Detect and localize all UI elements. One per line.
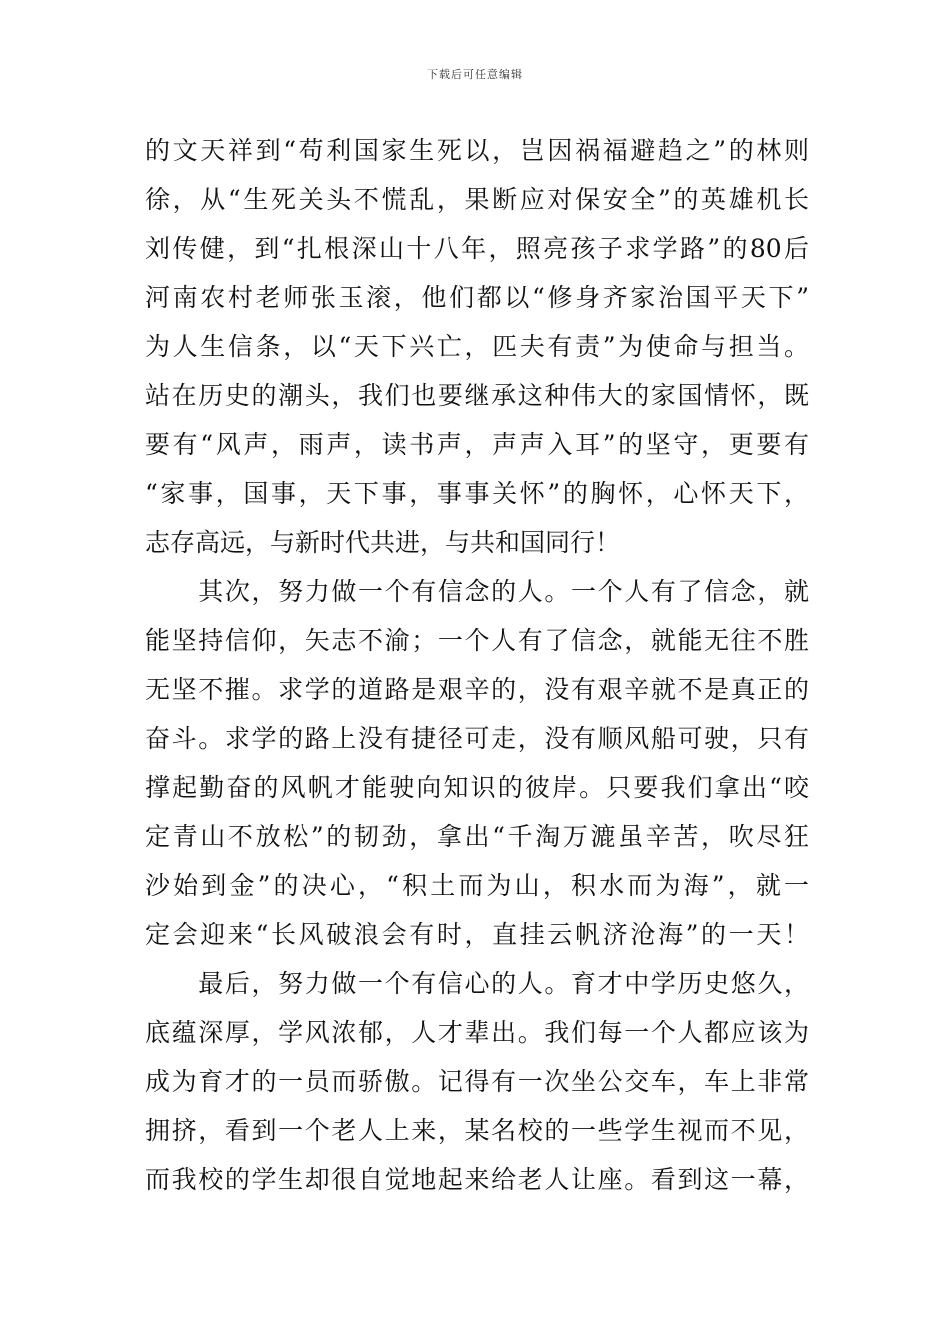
text-line: 沙始到金”的决心，“积土而为山，积水而为海”，就一 [145, 871, 809, 900]
text-line: 拥挤，看到一个老人上来，某名校的一些学生视而不见， [145, 1116, 809, 1145]
text-line: 定青山不放松”的韧劲，拿出“千淘万漉虽辛苦，吹尽狂 [145, 822, 809, 851]
text-line: “家事，国事，天下事，事事关怀”的胸怀，心怀天下， [145, 479, 809, 508]
paragraph-start-line: 其次，努力做一个有信念的人。一个人有了信念，就 [145, 577, 809, 606]
text-line: 无坚不摧。求学的道路是艰辛的，没有艰辛就不是真正的 [145, 675, 809, 704]
paragraph-end-line: 志存高远，与新时代共进，与共和国同行！ [145, 528, 621, 557]
text-line: 河南农村老师张玉滚，他们都以“修身齐家治国平天下” [145, 283, 809, 312]
text-line: 撑起勤奋的风帆才能驶向知识的彼岸。只要我们拿出“咬 [145, 773, 809, 802]
document-body [145, 126, 809, 1204]
text-line: 奋斗。求学的路上没有捷径可走，没有顺风船可驶，只有 [145, 724, 809, 753]
text-line: 底蕴深厚，学风浓郁，人才辈出。我们每一个人都应该为 [145, 1018, 809, 1047]
text-line: 要有“风声，雨声，读书声，声声入耳”的坚守，更要有 [145, 430, 809, 459]
text-line: 能坚持信仰，矢志不渝；一个人有了信念，就能无往不胜 [145, 626, 809, 655]
paragraph-end-line: 定会迎来“长风破浪会有时，直挂云帆济沧海”的一天！ [145, 920, 809, 949]
text-line: 站在历史的潮头，我们也要继承这种伟大的家国情怀，既 [145, 381, 809, 410]
paragraph-start-line: 最后，努力做一个有信心的人。育才中学历史悠久， [145, 969, 809, 998]
text-line: 成为育才的一员而骄傲。记得有一次坐公交车，车上非常 [145, 1067, 809, 1096]
text-line: 的文天祥到“苟利国家生死以，岂因祸福避趋之”的林则 [145, 136, 809, 165]
text-line: 刘传健，到“扎根深山十八年，照亮孩子求学路”的80后 [145, 234, 809, 263]
text-line: 而我校的学生却很自觉地起来给老人让座。看到这一幕， [145, 1165, 809, 1194]
text-line: 为人生信条，以“天下兴亡，匹夫有责”为使命与担当。 [145, 332, 809, 361]
page-header-note: 下载后可任意编辑 [427, 68, 523, 81]
text-line: 徐，从“生死关头不慌乱，果断应对保安全”的英雄机长 [145, 185, 809, 214]
